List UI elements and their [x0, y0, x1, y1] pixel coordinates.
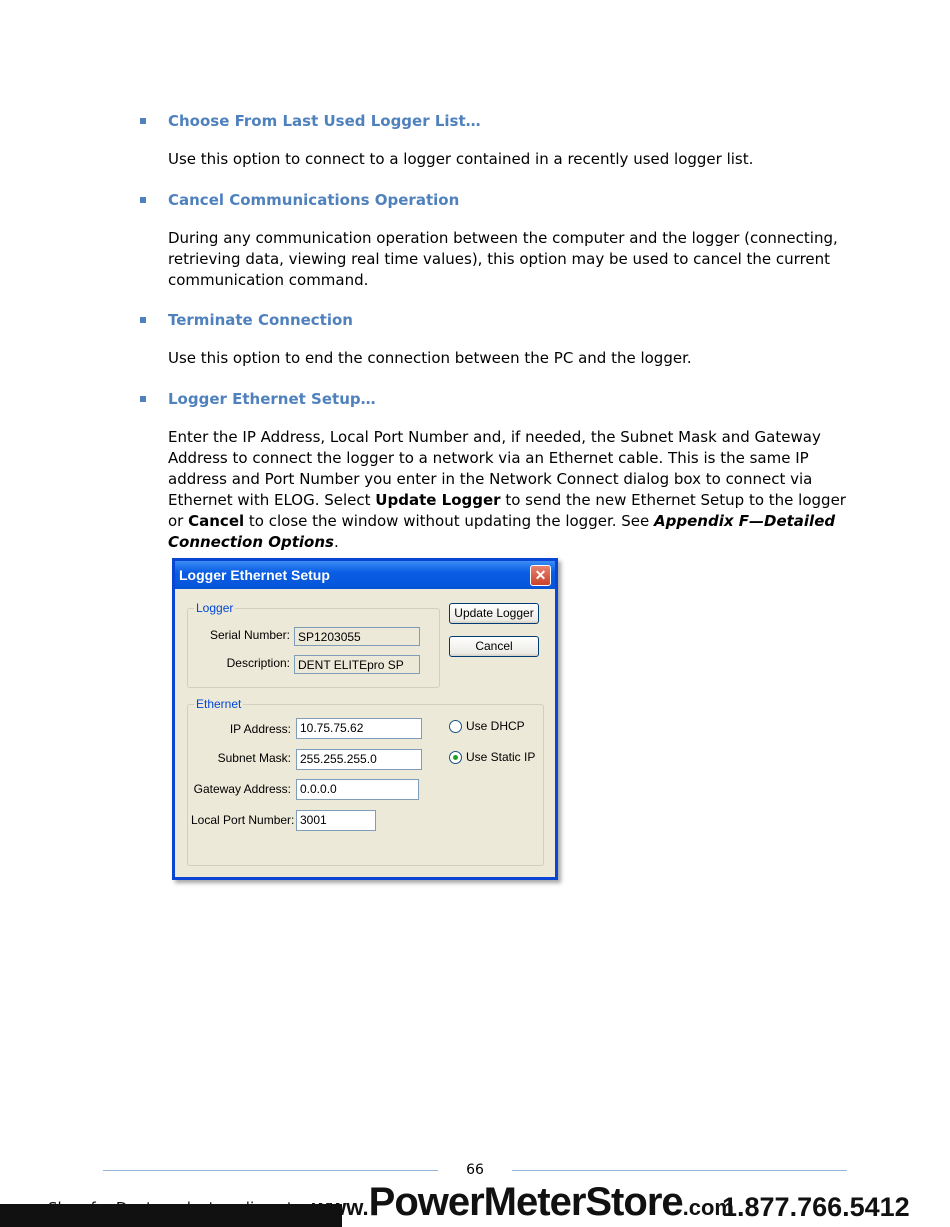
- page-number: 66: [466, 1162, 484, 1178]
- serial-number-label: Serial Number:: [209, 628, 290, 642]
- local-port-label: Local Port Number:: [191, 813, 295, 827]
- bullet-title: Cancel Communications Operation: [168, 191, 460, 209]
- footer-shop-text: Shop for Dent products online at:: [48, 1199, 298, 1217]
- use-static-ip-radio[interactable]: [449, 750, 535, 764]
- radio-checked-icon[interactable]: [449, 751, 462, 764]
- close-icon[interactable]: ✕: [530, 565, 551, 586]
- bullet-title: Choose From Last Used Logger List…: [168, 112, 481, 130]
- subnet-mask-label: Subnet Mask:: [217, 751, 291, 765]
- ip-address-label: IP Address:: [229, 722, 291, 736]
- bullet-description: [168, 427, 848, 553]
- bullet-marker: [140, 317, 146, 323]
- description-field: DENT ELITEpro SP: [294, 655, 420, 674]
- bullet-description: Use this option to end the connection between the PC and the logger.: [168, 349, 692, 367]
- logger-ethernet-setup-dialog: [172, 558, 558, 880]
- body-text: to send the new Ethernet Setup to the logger or: [168, 491, 846, 530]
- radio-unchecked-icon[interactable]: [449, 720, 462, 733]
- logger-group-label: Logger: [196, 601, 234, 615]
- dialog-titlebar: [175, 561, 555, 589]
- body-bold-cancel: Cancel: [188, 512, 245, 530]
- bullet-title: Terminate Connection: [168, 311, 353, 329]
- use-dhcp-radio[interactable]: [449, 719, 525, 733]
- footer-phone: 1.877.766.5412: [722, 1192, 910, 1222]
- brand-com: .com: [682, 1195, 734, 1220]
- footer-brand[interactable]: [312, 1180, 734, 1225]
- bullet-marker: [140, 197, 146, 203]
- subnet-mask-input[interactable]: 255.255.255.0: [296, 749, 422, 770]
- bullet-title: Logger Ethernet Setup…: [168, 390, 376, 408]
- body-bold-appendix-ref: Appendix F—Detailed Connection Options: [168, 512, 836, 551]
- cancel-button[interactable]: Cancel: [449, 636, 539, 657]
- ethernet-group-label: Ethernet: [196, 697, 242, 711]
- dialog-title: Logger Ethernet Setup: [179, 567, 330, 583]
- gateway-address-label: Gateway Address:: [193, 782, 291, 796]
- serial-number-field: SP1203055: [294, 627, 420, 646]
- footer-rule-right: [512, 1170, 847, 1171]
- logger-groupbox: [187, 601, 440, 688]
- brand-www: www.: [312, 1195, 369, 1220]
- body-text: .: [333, 533, 339, 551]
- update-logger-button[interactable]: Update Logger: [449, 603, 539, 624]
- use-static-ip-label: Use Static IP: [466, 750, 536, 764]
- bullet-marker: [140, 118, 146, 124]
- gateway-address-input[interactable]: 0.0.0.0: [296, 779, 419, 800]
- ip-address-input[interactable]: 10.75.75.62: [296, 718, 422, 739]
- bullet-description: During any communication operation between the computer and the logger (connecting, retrieving data, viewing real time values), this option may be used to cancel the current communication command.: [168, 229, 838, 289]
- brand-name: PowerMeterStore: [368, 1180, 683, 1224]
- body-text: Enter the IP Address, Local Port Number and, if needed, the Subnet Mask and Gateway Address to connect the logger to a network via an Ethernet cable. This is the same IP address and Port Number you enter in the Network Connect dialog box to connect via Ethernet with ELOG. Select: [168, 428, 821, 509]
- description-label: Description:: [226, 656, 290, 670]
- footer-rule-left: [103, 1170, 438, 1171]
- body-bold-update-logger: Update Logger: [375, 491, 501, 509]
- local-port-input[interactable]: 3001: [296, 810, 376, 831]
- bullet-description: Use this option to connect to a logger contained in a recently used logger list.: [168, 150, 754, 168]
- bullet-marker: [140, 396, 146, 402]
- body-text: to close the window without updating the logger. See: [244, 512, 655, 530]
- use-dhcp-label: Use DHCP: [466, 719, 525, 733]
